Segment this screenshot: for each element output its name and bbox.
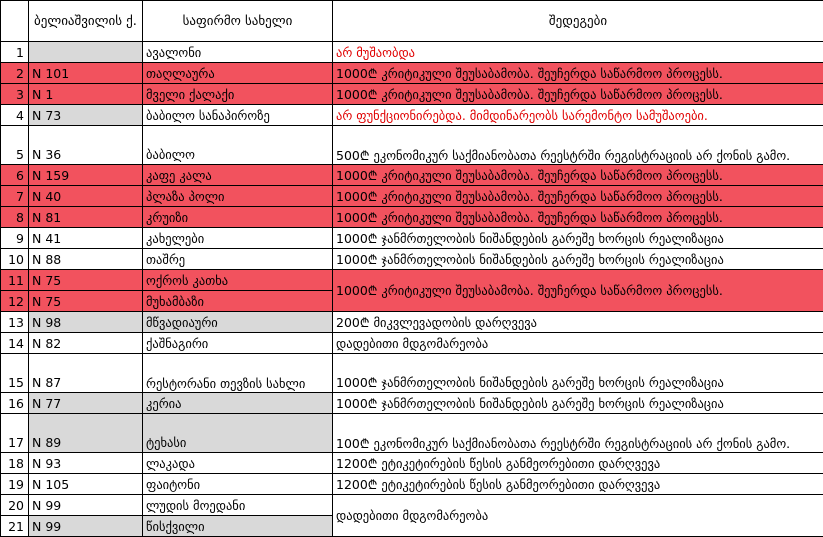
table-row [1, 312, 823, 333]
row-num: 13 [1, 312, 29, 333]
row-num: 10 [1, 249, 29, 270]
row-license: N 81 [29, 207, 143, 228]
row-company: ლაკადა [143, 453, 333, 474]
row-company: ტეხასი [143, 414, 333, 453]
table-row [1, 42, 823, 63]
table-row [1, 354, 823, 393]
table-row [1, 126, 823, 165]
row-license: N 87 [29, 354, 143, 393]
row-license: N 98 [29, 312, 143, 333]
row-company: ლუდის მოედანი [143, 495, 333, 516]
row-company: კრუიზი [143, 207, 333, 228]
row-license: N 1 [29, 84, 143, 105]
row-license [29, 42, 143, 63]
row-result: 1000₾ კრიტიკული შეუსაბამობა. შეუჩერდა საწარმოო პროცესს. [333, 84, 823, 105]
row-num: 11 [1, 270, 29, 291]
table-row [1, 84, 823, 105]
row-company: ავალონი [143, 42, 333, 63]
row-company: მწვადიაური [143, 312, 333, 333]
row-num: 18 [1, 453, 29, 474]
table-row [1, 228, 823, 249]
row-company: პლაზა პოლი [143, 186, 333, 207]
row-num: 17 [1, 414, 29, 453]
row-num: 7 [1, 186, 29, 207]
row-result: დადებითი მდგომარეობა [333, 333, 823, 354]
table-row [1, 414, 823, 453]
row-license: N 99 [29, 495, 143, 516]
header-num [1, 1, 29, 42]
row-num: 21 [1, 516, 29, 537]
row-num: 3 [1, 84, 29, 105]
row-num: 6 [1, 165, 29, 186]
row-result: 500₾ ეკონომიკურ საქმიანობათა რეესტრში რეგისტრაციის არ ქონის გამო. [333, 126, 823, 165]
header-company: საფირმო სახელი [143, 1, 333, 42]
row-company: წისქვილი [143, 516, 333, 537]
row-num: 15 [1, 354, 29, 393]
row-result: 1000₾ კრიტიკული შეუსაბამობა. შეუჩერდა საწარმოო პროცესს. [333, 207, 823, 228]
table-row [1, 453, 823, 474]
table-header-row [1, 1, 823, 42]
row-license: N 93 [29, 453, 143, 474]
table-row [1, 333, 823, 354]
row-license: N 89 [29, 414, 143, 453]
row-license: N 159 [29, 165, 143, 186]
row-num: 8 [1, 207, 29, 228]
table-row [1, 393, 823, 414]
row-result: არ ფუნქციონირებდა. მიმდინარეობს სარემონტო სამუშაოები. [333, 105, 823, 126]
row-result: დადებითი მდგომარეობა [333, 495, 823, 537]
row-num: 9 [1, 228, 29, 249]
table-row [1, 186, 823, 207]
row-result: 1000₾ კრიტიკული შეუსაბამობა. შეუჩერდა საწარმოო პროცესს. [333, 165, 823, 186]
row-company: კაფე კალა [143, 165, 333, 186]
row-company: ფაიტონი [143, 474, 333, 495]
row-license: N 75 [29, 291, 143, 312]
row-company: ბაბილო [143, 126, 333, 165]
row-license: N 101 [29, 63, 143, 84]
table-row [1, 207, 823, 228]
row-license: N 99 [29, 516, 143, 537]
row-company: კახელები [143, 228, 333, 249]
row-company: ქაშნაგირი [143, 333, 333, 354]
row-result: 1000₾ კრიტიკული შეუსაბამობა. შეუჩერდა საწარმოო პროცესს. [333, 270, 823, 312]
row-company: მველი ქალაქი [143, 84, 333, 105]
table-row [1, 165, 823, 186]
table-row [1, 474, 823, 495]
row-result: 1000₾ ჯანმრთელობის ნიშანდების გარეშე ხორცის რეალიზაცია [333, 228, 823, 249]
row-company: რესტორანი თევზის სახლი [143, 354, 333, 393]
row-company: ოქროს კათხა [143, 270, 333, 291]
row-num: 4 [1, 105, 29, 126]
row-result: 1000₾ ჯანმრთელობის ნიშანდების გარეშე ხორცის რეალიზაცია [333, 393, 823, 414]
row-num: 19 [1, 474, 29, 495]
table-row [1, 495, 823, 516]
row-result: არ მუშაობდა [333, 42, 823, 63]
table-row [1, 270, 823, 291]
row-result: 1000₾ კრიტიკული შეუსაბამობა. შეუჩერდა საწარმოო პროცესს. [333, 186, 823, 207]
row-result: 1000₾ ჯანმრთელობის ნიშანდების გარეშე ხორცის რეალიზაცია [333, 354, 823, 393]
row-license: N 73 [29, 105, 143, 126]
row-company: ბაბილო სანაპიროზე [143, 105, 333, 126]
row-license: N 77 [29, 393, 143, 414]
row-company: კერია [143, 393, 333, 414]
row-num: 12 [1, 291, 29, 312]
row-license: N 75 [29, 270, 143, 291]
row-result: 1000₾ კრიტიკული შეუსაბამობა. შეუჩერდა საწარმოო პროცესს. [333, 63, 823, 84]
row-result: 1200₾ ეტიკეტირების წესის განმეორებითი დარღვევა [333, 474, 823, 495]
row-num: 16 [1, 393, 29, 414]
row-company: მუხამბაზი [143, 291, 333, 312]
row-license: N 88 [29, 249, 143, 270]
row-num: 14 [1, 333, 29, 354]
table-row [1, 249, 823, 270]
row-license: N 36 [29, 126, 143, 165]
row-company: თაშრე [143, 249, 333, 270]
row-num: 5 [1, 126, 29, 165]
table-row [1, 63, 823, 84]
header-license: ბელიაშვილის ქ. [29, 1, 143, 42]
row-license: N 105 [29, 474, 143, 495]
row-num: 1 [1, 42, 29, 63]
row-result: 1000₾ ჯანმრთელობის ნიშანდების გარეშე ხორცის რეალიზაცია [333, 249, 823, 270]
row-num: 20 [1, 495, 29, 516]
row-result: 1200₾ ეტიკეტირების წესის განმეორებითი დარღვევა [333, 453, 823, 474]
table-row [1, 105, 823, 126]
row-license: N 41 [29, 228, 143, 249]
row-result: 100₾ ეკონომიკურ საქმიანობათა რეესტრში რეგისტრაციის არ ქონის გამო. [333, 414, 823, 453]
row-company: თაღლაურა [143, 63, 333, 84]
row-license: N 82 [29, 333, 143, 354]
header-result: შედეგები [333, 1, 823, 42]
row-num: 2 [1, 63, 29, 84]
row-result: 200₾ მიკვლევადობის დარღვევა [333, 312, 823, 333]
row-license: N 40 [29, 186, 143, 207]
